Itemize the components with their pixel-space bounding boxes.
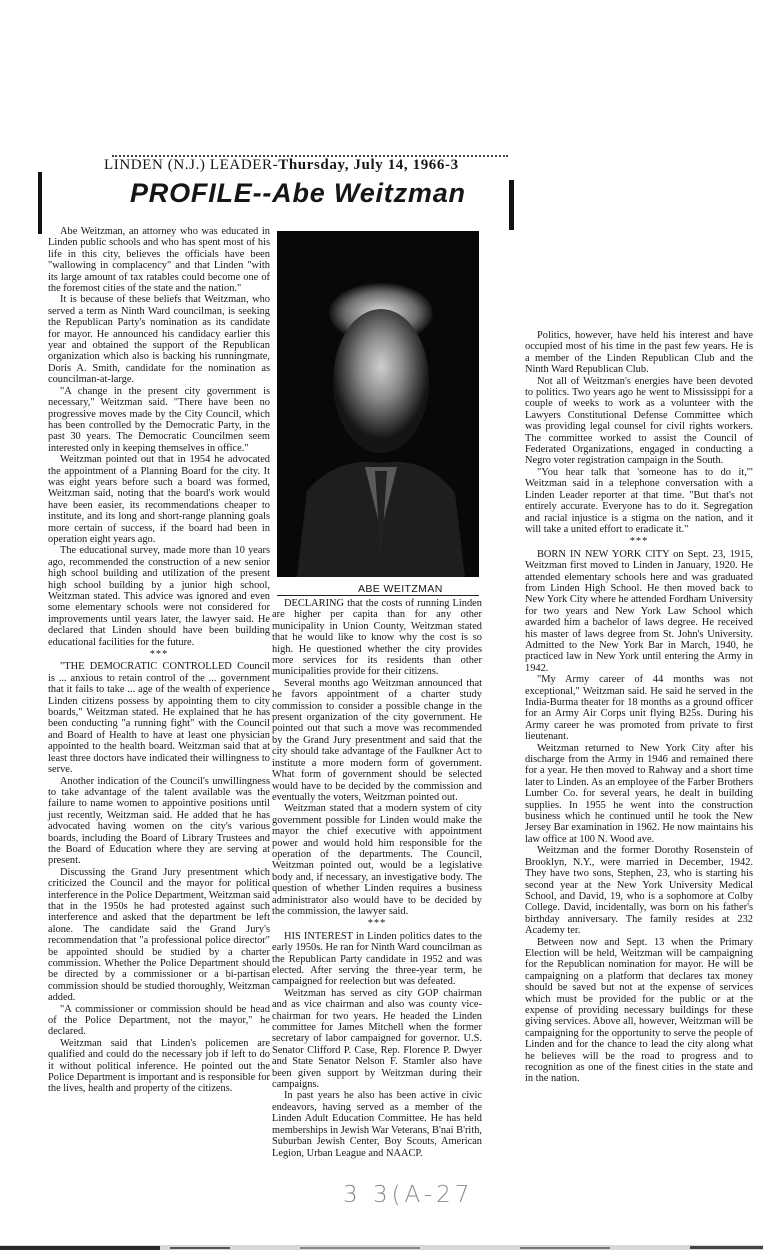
headline-left-bar: [38, 172, 42, 234]
paragraph: Weitzman has served as city GOP chairman and as vice chairman and also was county vice-chairman for two years. He headed the Linden committee for James Mitchell when the former secretary of labor campaigned for governor. U.S. Senator Clifford P. Case, Rep. Florence P. Dwyer and State Senator Nelson F. Stamler also have been given support by Weitzman during their campaigns.: [272, 987, 482, 1091]
section-separator: ***: [367, 918, 387, 930]
paragraph: BORN IN NEW YORK CITY on Sept. 23, 1915, Weitzman first moved to Linden in January, 1920. He attended elementary schools here and was graduated from Linden High School. He then moved back to New York City where he attended Fordham University for two years and New York Law School which awarded him a bachelor of laws degree. He received his master of laws degree from St. John's University. Admitted to the New York Bar in March, 1940, he practiced law in New York until entering the Army in 1942.: [525, 548, 753, 674]
paragraph: HIS INTEREST in Linden politics dates to the early 1950s. He ran for Ninth Ward councilman as the Republican Party candidate in 1952 and was elected. After serving the three-year term, he campaigned for reelection but was defeated.: [272, 930, 482, 988]
paragraph: The educational survey, made more than 10 years ago, recommended the construction of a new senior high school building and utilization of the present high school building by a junior high school, Weitzman stated. This advice was ignored and even some elementary schools were not considered for improvements until years later, the lawyer said. He declared that Linden should have been building educational facilities for the future.: [48, 545, 270, 648]
paragraph: Weitzman and the former Dorothy Rosenstein of Brooklyn, N.Y., were married in December, 1942. They have two sons, Stephen, 23, who is starting his second year at the New York University Medical School, and David, 19, who is a sophomore at Colby College. David, incidentally, was born on his father's birthday anniversary. The family resides at 232 Academy ter.: [525, 845, 753, 937]
paragraph: Another indication of the Council's unwillingness to take advantage of the talent available was the failure to name women to appointive positions until just recently, Weitzman said. He added that he has advocated having women on the city's various boards, including the Board of Library Trustees and the Board of Education where they are serving at present.: [48, 775, 270, 867]
paragraph: "You hear talk that 'someone has to do it,'" Weitzman said in a telephone conversation with a Linden Leader reporter at that time. "But that's not entirely accurate. Everyone has to do it. Segregation and racial injustice is a stigma on the nation, and it will take a united effort to eradicate it.": [525, 466, 753, 535]
article-headline: PROFILE--Abe Weitzman: [130, 178, 466, 208]
newspaper-name: LINDEN (N.J.) LEADER-: [104, 157, 279, 173]
paragraph: "My Army career of 44 months was not exceptional," Weitzman said. He said he served in the India-Burma theater for 18 months as a ground officer for an Army Air Corps unit flying B25s. During his Army career he was promoted from private to first lieutenant.: [525, 674, 753, 743]
portrait-photo: [277, 231, 479, 577]
paragraph: Between now and Sept. 13 when the Primary Election will be held, Weitzman will be campaigning for the Republican nomination for mayor. He will be campaigning on a platform that declares tax money should be saved but not at the expense of services which must be provided for the public or at the expense of providing necessary buildings for these giving services. Above all, however, Weitzman will be campaigning for the opportunity to serve the people of Linden and for the chance to lead the city along what he believes will be the road to progress and to recognition as one of the finest cities in the state and in the nation.: [525, 936, 753, 1085]
scan-edge-strip: [0, 1242, 763, 1253]
paragraph: Weitzman pointed out that in 1954 he advocated the appointment of a Planning Board for the city. It was eight years before such a board was formed, Weitzman said, noting that the board's work would have been easier, its recommendations cheaper to institute, and its long and short-range planning goals more certain of success, if the board had been in operation eight years ago.: [48, 454, 270, 545]
section-separator: ***: [149, 649, 169, 661]
paragraph: Weitzman returned to New York City after his discharge from the Army in 1946 and remained there for a year. He then moved to Rahway and a short time later to Linden. As an employee of the Farber Brothers Lumber Co. for several years, he dealt in building supplies. In 1955 he went into the construction business which he continued until he took the New Jersey Bar examination in 1962. He now maintains his law office at 100 N. Wood ave.: [525, 742, 753, 845]
paragraph: In past years he also has been active in civic endeavors, having served as a member of the Linden Adult Education Committee. He has held memberships in Jewish War Veterans, B'nai B'rith, Suburban Jewish Center, Boy Scouts, American Legion, Urban League and NAACP.: [272, 1090, 482, 1159]
paragraph: Discussing the Grand Jury presentment which criticized the Council and the mayor for political interference in the Police Department, Weitzman said that in the 1950s he had protested against such interference and asked that the department be left alone. The candidate said the Grand Jury's recommendation that "a professional police director" be appointed should be studied by a charter commission. Whether the Police Department should be directed by a commissioner or a bi-partisan commission should be studied thoroughly, Weitzman added.: [48, 866, 270, 1004]
paragraph: It is because of these beliefs that Weitzman, who served a term as Ninth Ward councilman, is seeking the Republican Party's nomination as its candidate for mayor. He announced his candidacy earlier this year and obtained the support of the Republican organization which also is backing his runningmate, Doris A. Smith, candidate for the nomination as councilman-at-large.: [48, 294, 270, 386]
article-column-3: [525, 330, 753, 1085]
paragraph: Several months ago Weitzman announced that he favors appointment of a charter study commission to consider a possible change in the present organization of the city government. He pointed out that such a move was recommended by the Grand Jury presentment and said that the city should take advantage of the Faulkner Act to institute a more modern form of government. What form of government should be selected would have to be decided by the commission and eventually the voters, Weitzman pointed out.: [272, 677, 482, 803]
paragraph: "THE DEMOCRATIC CONTROLLED Council is ... anxious to retain control of the ... government that it fails to take ... age of the wealth of experience Linden citizens possess by appointing them to city boards," Weitzman stated. He explained that he has been conducting "a running fight" with the Council and Board of Health to have at least one physician appointed to the health board. Weitzman said that at least three doctors have indicated their willingness to serve.: [48, 661, 270, 776]
article-column-1: [48, 226, 270, 1095]
photo-caption: ABE WEITZMAN: [358, 583, 443, 595]
handwritten-archive-note: 3 3(A-27: [343, 1182, 474, 1208]
article-column-2: [272, 598, 482, 1159]
paragraph: Weitzman said that Linden's policemen are qualified and could do the necessary job if left to do it without political inference. He pointed out the Police Department is important and is responsible for the lives, health and property of the citizens.: [48, 1037, 270, 1095]
portrait-image: [277, 231, 479, 577]
paragraph: Politics, however, have held his interest and have occupied most of his time in the past few years. He is a member of the Linden Republican Club and the Ninth Ward Republican Club.: [525, 330, 753, 376]
paragraph: Weitzman stated that a modern system of city government possible for Linden would make the mayor the chief executive with appointment power and would hold him responsible for the operation of the departments. The Council, Weitzman pointed out, would be a legislative body and, if necessary, an investigative body. The question of whether Linden requires a business administrator also would have to be decided by the commission, the lawyer said.: [272, 803, 482, 917]
issue-date: Thursday, July 14, 1966-3: [278, 157, 459, 173]
paragraph: "A commissioner or commission should be head of the Police Department, not the mayor," he declared.: [48, 1003, 270, 1038]
headline-right-bar: [509, 180, 514, 230]
paragraph: "A change in the present city government is necessary," Weitzman said. "There have been no progressive moves made by the City Council, which has been controlled by the Democratic Party, in the past 30 years. The Democratic Councilmen seem interested only in keeping themselves in office.": [48, 385, 270, 454]
caption-rule: [277, 595, 479, 596]
paragraph: Not all of Weitzman's energies have been devoted to politics. Two years ago he went to Mississippi for a couple of weeks to work as a volunteer with the Lawyers Constitutional Defense Committee which was providing legal counsel for civil rights workers. The committee worked to assist the Council of Federated Organizations, engaged in conducting a Negro voter registration campaign in the South.: [525, 375, 753, 467]
paragraph: Abe Weitzman, an attorney who was educated in Linden public schools and who has spent most of his life in this city, believes the officials have been "wallowing in complacency" and that Linden "with its large amount of tax ratables could become one of the foremost cities of the state and the nation.": [48, 226, 270, 295]
section-separator: ***: [629, 536, 649, 548]
masthead: [104, 157, 514, 174]
paragraph: DECLARING that the costs of running Linden are higher per capita than for any other municipality in Union County, Weitzman stated that he would like to know why the cost is so high. He questioned whether the city provides more services for its residents than other municipalities provide for their citizens.: [272, 598, 482, 678]
